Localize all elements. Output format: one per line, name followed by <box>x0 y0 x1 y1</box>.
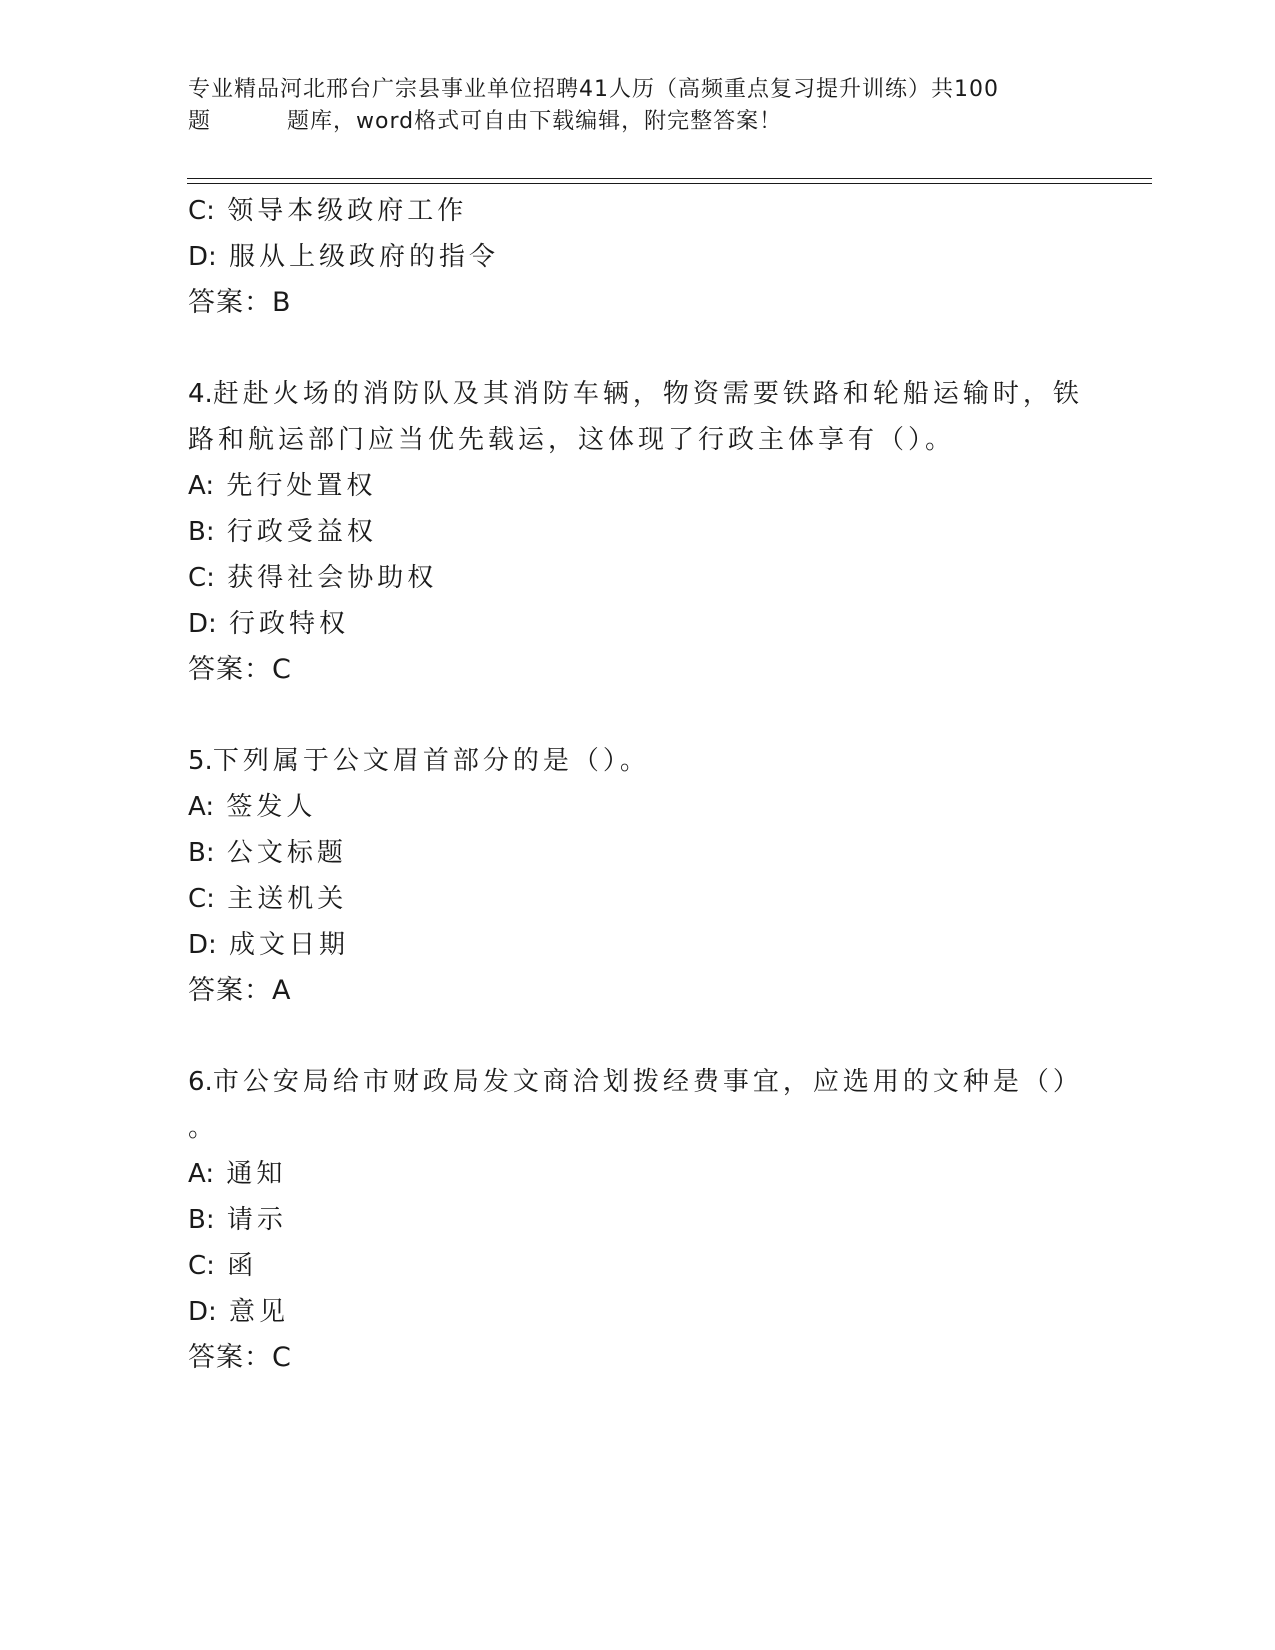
page-header <box>188 74 1088 138</box>
option-letter: B: <box>188 838 215 868</box>
option-text: 领导本级政府工作 <box>227 196 468 226</box>
question-3-continued <box>188 188 1088 326</box>
option-line <box>188 463 1088 509</box>
question-number: 6. <box>188 1067 213 1097</box>
option-line <box>188 1151 1088 1197</box>
question-list <box>188 188 1088 1381</box>
option-line <box>188 830 1088 876</box>
question-stem-line <box>188 1059 1088 1105</box>
header-divider-top <box>187 178 1152 179</box>
header-title-line1: 专业精品河北邢台广宗县事业单位招聘41人历（高频重点复习提升训练）共100 <box>188 77 999 102</box>
option-text: 成文日期 <box>229 930 350 960</box>
question-text: 赶赴火场的消防队及其消防车辆，物资需要铁路和轮船运输时，铁 <box>212 379 1083 409</box>
option-text: 主送机关 <box>227 884 348 914</box>
option-letter: D: <box>188 930 217 960</box>
header-title-line2 <box>188 106 1088 138</box>
question-5 <box>188 738 1088 1014</box>
option-letter: B: <box>188 1205 215 1235</box>
option-letter: B: <box>188 517 215 547</box>
option-text: 函 <box>227 1251 258 1281</box>
option-text: 行政特权 <box>229 609 350 639</box>
question-6 <box>188 1059 1088 1381</box>
option-text: 公文标题 <box>226 838 347 868</box>
option-letter: A: <box>188 792 215 822</box>
answer-line: 答案：A <box>188 975 292 1006</box>
answer-line: 答案：B <box>188 287 292 318</box>
header-divider-bottom <box>187 183 1152 184</box>
question-number: 4. <box>188 379 213 409</box>
question-text: 市公安局给市财政局发文商洽划拨经费事宜，应选用的文种是（） <box>212 1067 1083 1097</box>
option-line <box>188 1197 1088 1243</box>
option-text: 请示 <box>226 1205 287 1235</box>
question-stem-line: 。 <box>188 1113 219 1143</box>
question-stem-line <box>188 738 1088 784</box>
option-letter: C: <box>188 1251 215 1281</box>
option-letter: D: <box>188 1297 217 1327</box>
option-text: 签发人 <box>226 792 317 822</box>
header-title-line2-right: 题库，word格式可自由下载编辑，附完整答案！ <box>287 109 783 134</box>
question-4 <box>188 371 1088 693</box>
option-text: 行政受益权 <box>226 517 377 547</box>
answer-line: 答案：C <box>188 1342 292 1373</box>
option-letter: D: <box>188 242 217 272</box>
option-line <box>188 1243 1088 1289</box>
option-line <box>188 555 1088 601</box>
option-line <box>188 876 1088 922</box>
option-line <box>188 234 1088 280</box>
option-line <box>188 784 1088 830</box>
option-text: 通知 <box>226 1159 287 1189</box>
option-line <box>188 509 1088 555</box>
option-line <box>188 1289 1088 1335</box>
option-letter: A: <box>188 471 215 501</box>
option-letter: A: <box>188 1159 215 1189</box>
answer-line: 答案：C <box>188 654 292 685</box>
header-title-line2-left: 题 <box>188 109 212 134</box>
option-letter: C: <box>188 196 215 226</box>
question-stem-line <box>188 371 1088 417</box>
option-line <box>188 188 1088 234</box>
option-text: 意见 <box>229 1297 290 1327</box>
option-text: 获得社会协助权 <box>227 563 438 593</box>
option-letter: C: <box>188 884 215 914</box>
option-line <box>188 601 1088 647</box>
question-text: 下列属于公文眉首部分的是（）。 <box>212 746 650 776</box>
option-letter: D: <box>188 609 217 639</box>
option-text: 先行处置权 <box>226 471 377 501</box>
option-line <box>188 922 1088 968</box>
question-stem-line: 路和航运部门应当优先载运，这体现了行政主体享有（）。 <box>188 425 956 455</box>
option-letter: C: <box>188 563 215 593</box>
option-text: 服从上级政府的指令 <box>229 242 500 272</box>
question-number: 5. <box>188 746 213 776</box>
